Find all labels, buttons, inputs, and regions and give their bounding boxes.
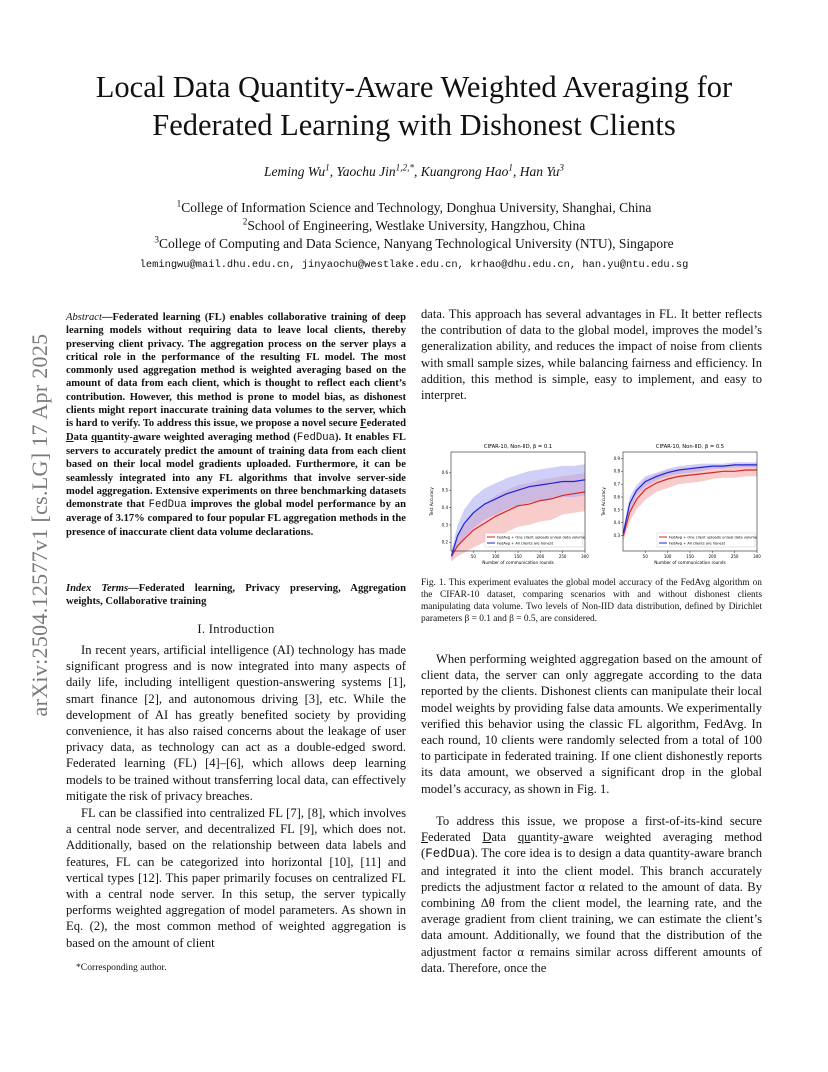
x-axis-label: Number of communication rounds bbox=[654, 560, 726, 565]
abstract-text: improves the global model performance by an average of 3.17% compared to four popular FL aggregation methods in the presence of inaccurate client data volume declarations. bbox=[66, 499, 406, 538]
title-line-2: Federated Learning with Dishonest Clients bbox=[152, 108, 676, 142]
affiliation-2 bbox=[0, 218, 828, 234]
author-list: Leming Wu$^1$, Yaochu Jin$^{1,2,*}$, Kuangrong Hao$^1$, Han Yu$^3$ bbox=[264, 162, 564, 179]
y-tick-label: 0.5 bbox=[441, 487, 448, 493]
legend-label: FedAvg + All clients are honest bbox=[497, 541, 553, 546]
y-tick-label: 0.8 bbox=[613, 468, 620, 474]
abstract-text: qu bbox=[91, 431, 103, 443]
y-tick-label: 0.4 bbox=[441, 504, 448, 510]
chart-panel bbox=[429, 444, 589, 565]
method-name: FedDua bbox=[148, 499, 187, 512]
method-name: FedDua bbox=[425, 847, 471, 862]
arxiv-sidebar-stamp bbox=[25, 285, 55, 765]
method-name: FedDua bbox=[296, 431, 335, 444]
abstract-text: ederated bbox=[366, 418, 406, 430]
x-tick-label: 100 bbox=[663, 554, 672, 559]
body-text: qu bbox=[517, 830, 531, 845]
abstract-text: F bbox=[360, 418, 367, 430]
x-tick-label: 50 bbox=[642, 554, 648, 559]
figure-caption: Fig. 1. This experiment evaluates the global model accuracy of the FedAvg algorithm on the CIFAR-10 dataset, comparing scenarios with and without dishonest clients manipulating data volume. Two levels of Non-IID data distribution, defined by Dirichlet parameters β = 0.1 and β = 0.5, are considered. bbox=[421, 578, 762, 624]
right-paragraph-3 bbox=[421, 813, 762, 976]
index-terms bbox=[66, 582, 406, 609]
abstract bbox=[66, 311, 406, 539]
chart-title: CIFAR-10, Non-IID, β = 0.5 bbox=[655, 444, 725, 450]
body-text: ). The core idea is to design a data quantity-aware branch and integrated it into the client model. This branch accurately predicts the adjustment factor α related to the amount of data. By combining Δθ from the client model, the learning rate, and the average gradient from client training, we can estimate the client’s data amount. Additionally, we found that the distribution of the adjustment factor α remains similar across different amounts of data. Therefore, once the bbox=[421, 846, 762, 975]
author-affil-mark: 1 bbox=[508, 162, 513, 173]
section-heading: I. Introduction bbox=[197, 622, 275, 636]
author-emails: lemingwu@mail.dhu.edu.cn, jinyaochu@westlake.edu.cn, krhao@dhu.edu.cn, han.yu@ntu.edu.sg bbox=[139, 259, 689, 271]
footnote: *Corresponding author. bbox=[76, 962, 167, 973]
y-axis-label: Test Accuracy bbox=[429, 487, 434, 516]
abstract-text: ware weighted averaging method ( bbox=[138, 431, 297, 443]
x-axis-label: Number of communication rounds bbox=[482, 560, 554, 565]
affil-text: College of Computing and Data Science, Nanyang Technological University (NTU), Singapore bbox=[158, 236, 674, 251]
chart-title: CIFAR-10, Non-IID, β = 0.1 bbox=[483, 444, 553, 450]
author-name: Kuangrong Hao bbox=[420, 164, 509, 179]
affiliation-3 bbox=[0, 236, 828, 252]
x-tick-label: 300 bbox=[753, 554, 761, 559]
legend-label: FedAvg + One client uploads unreal data volume bbox=[497, 535, 586, 540]
body-text: ederated bbox=[428, 830, 483, 845]
author-affil-mark: 3 bbox=[559, 162, 564, 173]
body-text: ware weighted averaging method ( bbox=[421, 830, 763, 861]
y-tick-label: 0.7 bbox=[613, 481, 620, 487]
body-text: antity- bbox=[530, 830, 564, 845]
affil-mark: 1 bbox=[176, 198, 182, 209]
body-text: F bbox=[421, 830, 429, 845]
x-tick-label: 250 bbox=[730, 554, 739, 559]
right-paragraph-1: data. This approach has several advantages in FL. It better reflects the contribution of data to the global model, improves the model’s generalization ability, and reduces the impact of noise from clients with small sample sizes, while balancing fairness and efficiency. In addition, this method is simple, easy to implement, and easy to interpret. bbox=[421, 307, 762, 403]
x-tick-label: 250 bbox=[558, 554, 567, 559]
author-affil-mark: 1,2,* bbox=[395, 162, 414, 173]
chart-panel bbox=[601, 444, 761, 565]
body-text: To address this issue, we propose a first-of-its-kind secure bbox=[436, 814, 762, 828]
y-tick-label: 0.2 bbox=[441, 539, 448, 545]
figure-1-charts bbox=[421, 440, 762, 572]
figure-1 bbox=[421, 440, 762, 572]
abstract-text: antity- bbox=[102, 431, 133, 443]
intro-paragraph-2: FL can be classified into centralized FL [7], [8], which involves a central node server, and decentralized FL [9], which does not. Additionally, based on the relationship between data labels and features, FL can be categorized into horizontal [10], [11] and vertical types [12]. This paper primarily focuses on centralized FL with a central node server. In this setup, the server typically performs weighted aggregation of model parameters. As shown in Eq. (2), the most common method of weighted aggregation is based on the amount of client bbox=[66, 806, 406, 950]
y-tick-label: 0.4 bbox=[613, 520, 620, 526]
index-terms-text: —Federated learning, Privacy preserving, Aggregation weights, Collaborative training bbox=[66, 583, 406, 608]
abstract-text: ). It enables FL servers to accurately predict the amount of training data from each client based on their local model gradients uploaded. Furthermore, it can be seamlessly integrated into any FL algorithms that involve server-side model aggregation. Extensive experiments on three benchmarking datasets demonstrate that bbox=[66, 431, 406, 511]
body-text: ata bbox=[491, 830, 518, 845]
y-axis-label: Test Accuracy bbox=[601, 487, 606, 516]
abstract-text: a bbox=[132, 431, 139, 443]
affiliation-1 bbox=[0, 200, 828, 216]
title-line-1: Local Data Quantity-Aware Weighted Averaging for bbox=[95, 70, 733, 104]
y-tick-label: 0.3 bbox=[441, 522, 448, 528]
author-affil-mark: 1 bbox=[325, 162, 330, 173]
abstract-text: D bbox=[66, 431, 74, 443]
x-tick-label: 300 bbox=[581, 554, 589, 559]
intro-paragraph-1: In recent years, artificial intelligence (AI) technology has made significant progress and is now integrated into many aspects of daily life, including intelligent question-answering systems [1], smart finance [2], and autonomous driving [3], etc. While the development of AI has greatly benefited society by providing convenience, it has also raised concerns about the leakage of user privacy data, as technology can act as a double-edged sword. Federated learning (FL) [4]–[6], which allows deep learning models to be trained without transferring local data, can effectively mitigate the risk of privacy breaches. bbox=[66, 643, 406, 803]
index-terms-label: Index Terms bbox=[66, 583, 129, 594]
x-tick-label: 200 bbox=[536, 554, 545, 559]
x-tick-label: 200 bbox=[708, 554, 717, 559]
y-tick-label: 0.6 bbox=[441, 470, 448, 476]
y-tick-label: 0.3 bbox=[613, 532, 620, 538]
x-tick-label: 100 bbox=[491, 554, 500, 559]
author-name: Han Yu bbox=[519, 164, 560, 179]
x-tick-label: 50 bbox=[470, 554, 476, 559]
right-paragraph-2: When performing weighted aggregation based on the amount of client data, the server can only aggregate according to the data reported by the clients. Dishonest clients can manipulate their local model weights by providing false data amounts. We experimentally verified this behavior using the classic FL algorithm, FedAvg. In each round, 10 clients were randomly selected from a total of 100 to participate in federated training. If one client dishonestly reports its data amount, we observed a significant drop in the global model’s accuracy, as shown in Fig. 1. bbox=[421, 652, 762, 796]
body-text: a bbox=[563, 830, 569, 845]
y-tick-label: 0.6 bbox=[613, 494, 620, 500]
y-tick-label: 0.5 bbox=[613, 507, 620, 513]
affil-mark: 2 bbox=[242, 216, 248, 227]
paper-title bbox=[0, 68, 828, 144]
legend-label: FedAvg + All clients are honest bbox=[669, 541, 725, 546]
affil-text: College of Information Science and Technology, Donghua University, Shanghai, China bbox=[181, 200, 652, 215]
author-name: Leming Wu bbox=[264, 164, 326, 179]
y-tick-label: 0.9 bbox=[613, 455, 620, 461]
affil-mark: 3 bbox=[154, 234, 159, 245]
abstract-text: —Federated learning (FL) enables collaborative training of deep learning models without requiring data to leave local clients, thereby preserving client privacy. The aggregation process on the server plays a critical role in the performance of the resulting FL model. The most commonly used aggregation method is weighted averaging based on the amount of data from each client, which is thought to reflect each client’s contribution. However, this method is prone to model bias, as dishonest clients might report inaccurate training data volumes to the server, which is hard to verify. To address this issue, we propose a novel secure bbox=[66, 312, 406, 430]
x-tick-label: 150 bbox=[514, 554, 522, 559]
abstract-text: ata bbox=[73, 431, 92, 443]
legend-label: FedAvg + One client uploads unreal data volume bbox=[669, 535, 758, 540]
abstract-label: Abstract bbox=[66, 312, 102, 323]
arxiv-identifier: arXiv:2504.12577v1 [cs.LG] 17 Apr 2025 bbox=[27, 333, 52, 717]
x-tick-label: 150 bbox=[686, 554, 694, 559]
affil-text: School of Engineering, Westlake University, Hangzhou, China bbox=[247, 218, 586, 233]
author-name: Yaochu Jin bbox=[336, 164, 396, 179]
body-text: D bbox=[482, 830, 492, 845]
